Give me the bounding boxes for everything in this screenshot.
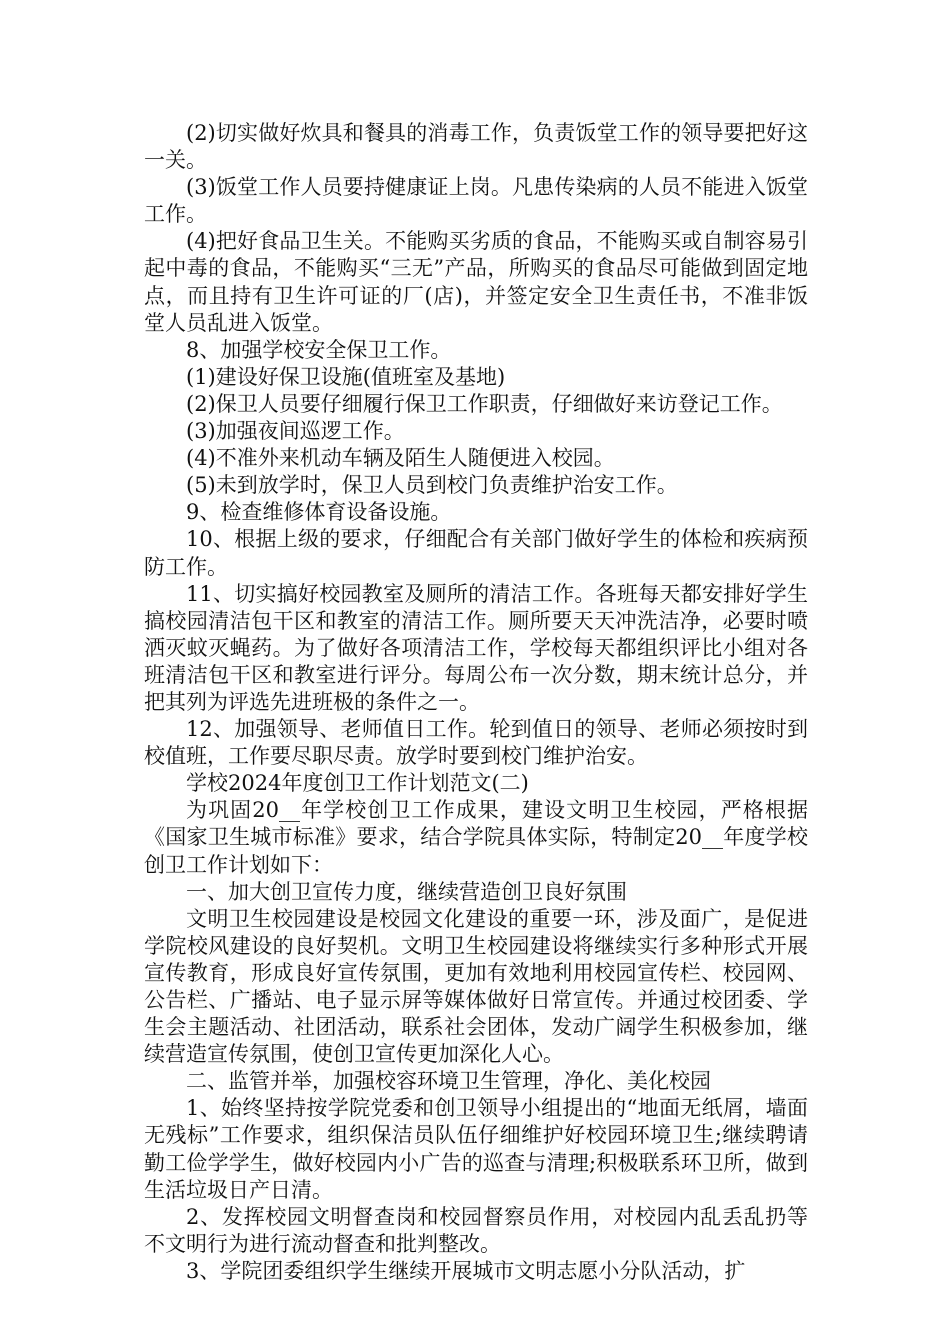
- paragraph: 文明卫生校园建设是校园文化建设的重要一环，涉及面广，是促进学院校风建设的良好契机。文明卫生校园建设将继续实行多种形式开展宣传教育，形成良好宣传氛围，更加有效地利用校园宣传栏、校园网、公告栏、广播站、电子显示屏等媒体做好日常宣传。并通过校团委、学生会主题活动、社团活动，联系社会团体，发动广阔学生积极参加，继续营造宣传氛围，使创卫宣传更加深化人心。: [144, 906, 808, 1067]
- paragraph: 1、始终坚持按学院党委和创卫领导小组提出的“地面无纸屑，墙面无残标”工作要求，组织保洁员队伍仔细维护好校园环境卫生;继续聘请勤工俭学学生，做好校园内小广告的巡查与清理;积极联系环卫所，做到生活垃圾日产日清。: [144, 1096, 808, 1202]
- paragraph: 3、学院团委组织学生继续开展城市文明志愿小分队活动，扩: [186, 1258, 746, 1283]
- document-title: 学校2024年度创卫工作计划范文(二): [186, 771, 529, 796]
- document-page: [144, 120, 808, 1285]
- paragraph: 为巩固20__年学校创卫工作成果，建设文明卫生校园，严格根据《国家卫生城市标准》要求，结合学院具体实际，特制定20__年度学校创卫工作计划如下：: [144, 798, 808, 877]
- paragraph: 10、根据上级的要求，仔细配合有关部门做好学生的体检和疾病预防工作。: [144, 527, 808, 579]
- section-heading: 二、监管并举，加强校容环境卫生管理，净化、美化校园: [186, 1069, 711, 1094]
- paragraph: (4)不准外来机动车辆及陌生人随便进入校园。: [186, 446, 615, 471]
- paragraph: (4)把好食品卫生关。不能购买劣质的食品，不能购买或自制容易引起中毒的食品，不能购买“三无”产品，所购买的食品尽可能做到固定地点，而且持有卫生许可证的厂(店)，并签定安全卫生责任书，不准非饭堂人员乱进入饭堂。: [144, 229, 808, 335]
- paragraph: 11、切实搞好校园教室及厕所的清洁工作。各班每天都安排好学生搞校园清洁包干区和教室的清洁工作。厕所要天天冲洗洁净，必要时喷洒灭蚊灭蝇药。为了做好各项清洁工作，学校每天都组织评比小组对各班清洁包干区和教室进行评分。每周公布一次分数，期末统计总分，并把其列为评选先进班极的条件之一。: [144, 581, 808, 714]
- paragraph: (3)饭堂工作人员要持健康证上岗。凡患传染病的人员不能进入饭堂工作。: [144, 175, 808, 227]
- section-heading: 9、检查维修体育设备设施。: [186, 500, 452, 525]
- paragraph: (1)建设好保卫设施(值班室及基地): [186, 364, 506, 389]
- paragraph: (2)保卫人员要仔细履行保卫工作职责，仔细做好来访登记工作。: [186, 391, 783, 416]
- paragraph: 2、发挥校园文明督查岗和校园督察员作用，对校园内乱丢乱扔等不文明行为进行流动督查和批判整改。: [144, 1204, 808, 1256]
- section-heading: 一、加大创卫宣传力度，继续营造创卫良好氛围: [186, 879, 627, 904]
- paragraph: (3)加强夜间巡逻工作。: [186, 419, 405, 444]
- paragraph: (2)切实做好炊具和餐具的消毒工作，负责饭堂工作的领导要把好这一关。: [144, 121, 808, 173]
- paragraph: (5)未到放学时，保卫人员到校门负责维护治安工作。: [186, 473, 678, 498]
- section-heading: 8、加强学校安全保卫工作。: [186, 337, 452, 362]
- paragraph: 12、加强领导、老师值日工作。轮到值日的领导、老师必须按时到校值班，工作要尽职尽责。放学时要到校门维护治安。: [144, 717, 808, 769]
